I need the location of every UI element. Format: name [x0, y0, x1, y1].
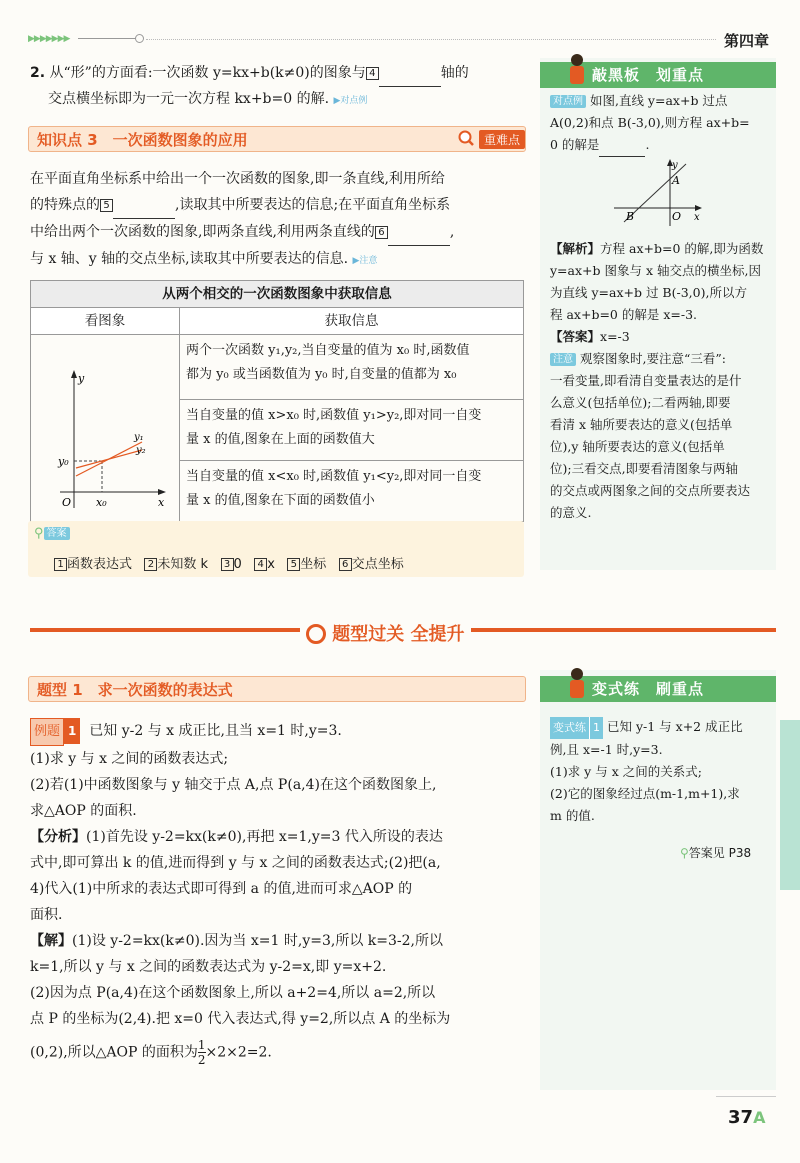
origin-label: O [672, 210, 682, 223]
answer-text: 交点坐标 [351, 557, 404, 572]
y0-label: y₀ [58, 455, 69, 468]
answer-ref-text: 答案见 P38 [688, 846, 752, 860]
solution-text: 点 P 的坐标为(2,4).把 x=0 代入表达式,得 y=2,所以点 A 的坐标为 [30, 1011, 451, 1027]
header-line [78, 38, 136, 39]
answer-label: 【答案】 [550, 329, 601, 344]
note-text: 么意义(包括单位);二看两轴,即要 [550, 395, 731, 410]
analysis-label: 【分析】 [30, 829, 86, 845]
analysis [550, 238, 772, 524]
footer-line [716, 1096, 776, 1097]
note-text: 位),y 轴所要表达的意义(包括单 [550, 439, 725, 454]
swirl-icon [306, 624, 326, 644]
header-circle [135, 34, 144, 43]
practice-header [540, 676, 776, 702]
item-2 [30, 60, 530, 87]
para-text: 与 x 轴、y 轴的交点坐标,读取其中所要表达的信息. [30, 251, 349, 267]
blank-number: 5 [100, 199, 113, 212]
page-number [728, 1107, 765, 1128]
example-1 [30, 718, 530, 1067]
analysis-text: 面积. [30, 907, 63, 923]
para-text: ,读取其中所要表达的信息;在平面直角坐标系 [175, 197, 451, 213]
example-tag: 对点例 [550, 95, 586, 108]
analysis-text: 方程 ax+b=0 的解,即为函数 [600, 241, 764, 256]
analysis-text: 为直线 y=ax+b 过 B(-3,0),所以方 [550, 285, 747, 300]
blank [113, 192, 175, 219]
axis-x-label: x [158, 496, 165, 509]
table-row [180, 400, 524, 461]
pin-icon: ⚲ [680, 846, 689, 860]
table-cell-text: 量 x 的值,图象在下面的函数值小 [186, 493, 375, 508]
practice-text: 例,且 x=-1 时,y=3. [550, 742, 663, 757]
answer-item [221, 557, 242, 572]
key-difficulty-badge: 重难点 [479, 130, 525, 149]
table-cell-text: 当自变量的值 x>x₀ 时,函数值 y₁>y₂,即对同一自变 [186, 408, 482, 423]
axis-x-label: x [694, 212, 700, 223]
answer-number: 2 [144, 558, 157, 571]
point-b-label: B [626, 210, 635, 223]
answer-text: 函数表达式 [67, 557, 133, 572]
axis-y-label: y [672, 160, 678, 171]
note-tag: 注意 [550, 353, 576, 366]
solution-label: 【解】 [30, 933, 72, 949]
answer-number: 5 [287, 558, 300, 571]
table-cell-text: 都为 y₀ 或当函数值为 y₀ 时,自变量的值都为 x₀ [186, 367, 457, 382]
x0-label: x₀ [96, 496, 107, 509]
student-icon [564, 666, 590, 700]
table-cell-text: 两个一次函数 y₁,y₂,当自变量的值为 x₀ 时,函数值 [186, 343, 470, 358]
table-cell-text: 量 x 的值,图象在上面的函数值大 [186, 432, 375, 447]
analysis-text: 程 ax+b=0 的解是 x=-3. [550, 307, 697, 322]
item-text: 交点横坐标即为一元一次方程 kx+b=0 的解. [48, 91, 330, 107]
practice-text: (2)它的图象经过点(m-1,m+1),求 [550, 786, 740, 801]
answer-item [339, 557, 404, 572]
point-a-label: A [672, 174, 680, 187]
answer-text: 0 [233, 557, 242, 572]
answer-number: 3 [221, 558, 234, 571]
blank [388, 219, 450, 246]
analysis-text: (1)首先设 y-2=kx(k≠0),再把 x=1,y=3 代入所设的表达 [86, 829, 443, 845]
search-icon [457, 129, 475, 151]
para-text: 中给出两个一次函数的图象,即两条直线,利用两条直线的 [30, 224, 375, 240]
answer-box [28, 521, 524, 577]
item-number: 2. [30, 65, 46, 81]
analysis-text: 4)代入(1)中所求的表达式即可得到 a 的值,进而可求△AOP 的 [30, 881, 413, 897]
item-2-line2 [48, 86, 367, 114]
note-text: 位);三看交点,即要看清图象与两轴 [550, 461, 739, 476]
practice-number: 1 [589, 717, 603, 739]
intersecting-lines-graph [32, 336, 178, 516]
question-text: 如图,直线 y=ax+b 过点 [589, 93, 728, 108]
header-dotted-line [146, 39, 716, 40]
practice-text: 已知 y-1 与 x+2 成正比 [606, 719, 743, 734]
table-cell-text: 当自变量的值 x<x₀ 时,函数值 y₁<y₂,即对同一自变 [186, 469, 482, 484]
side-tab [780, 720, 800, 890]
answer-number: 6 [339, 558, 352, 571]
blackboard-header [540, 62, 776, 88]
question-text: (1)求 y 与 x 之间的函数表达式; [30, 751, 229, 767]
header-arrows: ▶▶▶▶▶▶▶ [28, 34, 70, 44]
answer-item [54, 557, 132, 572]
answer-item [287, 557, 326, 572]
example-tag: 例题 [30, 718, 64, 746]
question-text: 0 的解是 [550, 137, 600, 152]
y1-label: y₁ [134, 432, 144, 443]
answer-label [34, 525, 70, 541]
blank-number: 4 [366, 67, 379, 80]
table-title: 从两个相交的一次函数图象中获取信息 [31, 281, 524, 308]
kp3-paragraph [30, 166, 530, 274]
answer-text: x [267, 557, 275, 572]
origin-label: O [62, 496, 72, 509]
answer-list [54, 553, 404, 572]
item-text: 轴的 [440, 65, 469, 81]
kp3-title: 知识点 3 一次函数图象的应用 [37, 131, 248, 149]
type1-title-bar [28, 676, 526, 702]
answer-number: 1 [54, 558, 67, 571]
blank-number: 6 [375, 226, 388, 239]
para-text: 的特殊点的 [30, 197, 100, 213]
teacher-icon [564, 52, 590, 86]
pin-icon: ⚲ [34, 526, 44, 541]
ref-link[interactable]: ▶对点例 [333, 96, 368, 106]
axis-y-label: y [78, 372, 85, 385]
solution-text: (0,2),所以△AOP 的面积为 [30, 1044, 198, 1061]
note-text: 的交点或两图象之间的交点所要表达 [550, 483, 751, 498]
practice-text: m 的值. [550, 808, 595, 823]
practice-1 [550, 716, 772, 827]
analysis-text: 式中,即可算出 k 的值,进而得到 y 与 x 之间的函数表达式;(2)把(a, [30, 855, 441, 871]
y2-label: y₂ [136, 445, 146, 456]
table-row [180, 335, 524, 400]
note-text: 看清 x 轴所要表达的意义(包括单 [550, 417, 733, 432]
solution-text: ×2×2=2. [205, 1044, 272, 1061]
table-graph-cell [31, 335, 180, 522]
answer-number: 4 [254, 558, 267, 571]
section-title-text: 题型过关 全提升 [332, 624, 465, 645]
info-table [30, 280, 524, 522]
para-text: , [449, 224, 455, 240]
question-text: (2)若(1)中函数图象与 y 轴交于点 A,点 P(a,4)在这个函数图象上, [30, 777, 437, 793]
kp3-title-bar [28, 126, 526, 152]
table-header: 看图象 [31, 308, 180, 335]
solution-text: (2)因为点 P(a,4)在这个函数图象上,所以 a+2=4,所以 a=2,所以 [30, 985, 436, 1001]
answer-item [144, 557, 208, 572]
note-text: 的意义. [550, 505, 592, 520]
blank [379, 60, 441, 87]
note-text: 观察图象时,要注意“三看”: [579, 351, 726, 366]
question-text: 求△AOP 的面积. [30, 803, 137, 819]
answer-text: 坐标 [300, 557, 327, 572]
chapter-title: 第四章 [724, 32, 770, 50]
line-graph [610, 158, 710, 230]
table-header: 获取信息 [180, 308, 524, 335]
page-number-text: 37 [728, 1107, 754, 1128]
section-title [300, 620, 471, 646]
solution-text: k=1,所以 y 与 x 之间的函数表达式为 y-2=x,即 y=x+2. [30, 959, 387, 975]
blackboard-title: 敲黑板 划重点 [592, 66, 705, 84]
blank [599, 134, 645, 157]
answer-tag: 答案 [44, 527, 70, 540]
practice-tag: 变式练 [550, 717, 589, 739]
para-text: 在平面直角坐标系中给出一个一次函数的图象,即一条直线,利用所给 [30, 171, 445, 187]
fraction-denominator: 2 [197, 1053, 206, 1067]
question-text: 已知 y-2 与 x 成正比,且当 x=1 时,y=3. [89, 723, 342, 739]
example-question: 对点例 如图,直线 y=ax+b 过点 A(0,2)和点 B(-3,0),则方程 ax+b= 0 的解是 . [550, 90, 772, 157]
practice-text: (1)求 y 与 x 之间的关系式; [550, 764, 702, 779]
analysis-text: y=ax+b 图象与 x 轴交点的横坐标,因 [550, 263, 761, 278]
type1-title: 题型 1 求一次函数的表达式 [37, 681, 233, 699]
table-row [180, 461, 524, 522]
answer-value: x=-3 [600, 329, 630, 344]
note-link[interactable]: ▶注意 [352, 256, 378, 266]
solution-text: (1)设 y-2=kx(k≠0).因为当 x=1 时,y=3,所以 k=3-2,所以 [72, 933, 443, 949]
fraction [198, 1038, 206, 1067]
answer-item [254, 557, 275, 572]
logo-icon: A [753, 1108, 766, 1127]
note-text: 一看变量,即看清自变量表达的是什 [550, 373, 742, 388]
question-text: A(0,2)和点 B(-3,0),则方程 ax+b= [550, 115, 750, 130]
fraction-numerator: 1 [197, 1038, 206, 1052]
analysis-label: 【解析】 [550, 241, 601, 256]
answer-ref[interactable] [680, 844, 751, 861]
practice-title: 变式练 刷重点 [592, 680, 705, 698]
answer-text: 未知数 k [157, 557, 209, 572]
item-text: 从“形”的方面看:一次函数 y=kx+b(k≠0)的图象与 [49, 65, 366, 81]
example-number: 1 [64, 718, 80, 744]
solution-last-line [30, 1038, 530, 1067]
